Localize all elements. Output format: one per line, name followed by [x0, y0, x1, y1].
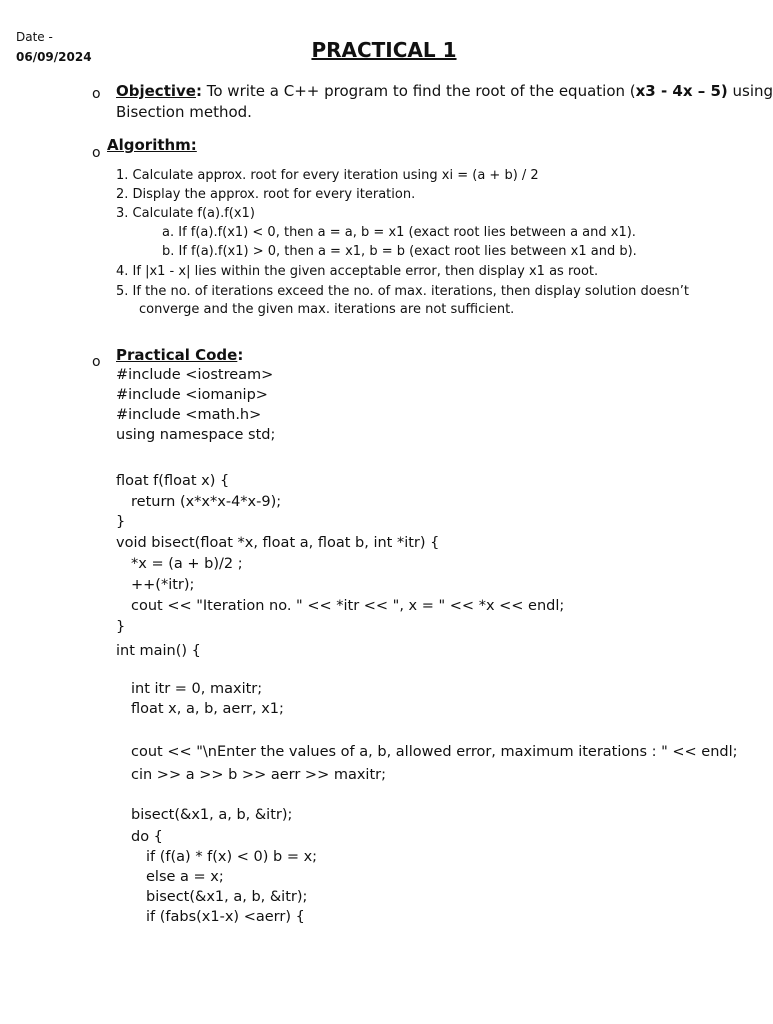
code-line: float x, a, b, aerr, x1;	[131, 701, 284, 717]
code-line: float f(float x) {	[116, 473, 230, 489]
code-heading-line	[116, 346, 243, 364]
objective-line-2: Bisection method.	[116, 103, 252, 121]
algorithm-step-2: 2. Display the approx. root for every iteration.	[116, 187, 416, 202]
objective-text-after: using	[727, 82, 773, 100]
code-line: #include <iomanip>	[116, 387, 268, 403]
objective-colon: :	[195, 82, 202, 100]
code-line: void bisect(float *x, float a, float b, int *itr) {	[116, 535, 440, 551]
code-line: #include <math.h>	[116, 407, 262, 423]
code-line: cout << "\nEnter the values of a, b, allowed error, maximum iterations : " << endl;	[131, 744, 738, 760]
code-line: if (f(a) * f(x) < 0) b = x;	[146, 849, 318, 865]
code-heading: Practical Code	[116, 346, 238, 364]
algorithm-step-3: 3. Calculate f(a).f(x1)	[116, 206, 255, 221]
algorithm-step-3a: a. If f(a).f(x1) < 0, then a = a, b = x1 (exact root lies between a and x1).	[162, 225, 636, 240]
code-line: ++(*itr);	[131, 577, 195, 593]
algorithm-bullet: o	[92, 145, 101, 161]
objective-heading: Objective	[116, 82, 196, 100]
code-bullet: o	[92, 354, 101, 370]
objective-equation: x3 - 4x – 5)	[635, 82, 728, 100]
code-line: cout << "Iteration no. " << *itr << ", x = " << *x << endl;	[131, 598, 565, 614]
objective-line-1	[116, 82, 773, 100]
algorithm-step-3b: b. If f(a).f(x1) > 0, then a = x1, b = b (exact root lies between x1 and b).	[162, 244, 637, 259]
code-line: bisect(&x1, a, b, &itr);	[131, 807, 293, 823]
code-line: else a = x;	[146, 869, 224, 885]
code-heading-colon: :	[237, 346, 244, 364]
code-line: cin >> a >> b >> aerr >> maxitr;	[131, 767, 386, 783]
code-line: int itr = 0, maxitr;	[131, 681, 263, 697]
objective-text: To write a C++ program to find the root of the equation (	[201, 82, 636, 100]
date-value: 06/09/2024	[16, 50, 92, 64]
algorithm-step-1: 1. Calculate approx. root for every iteration using xi = (a + b) / 2	[116, 168, 539, 183]
code-line: }	[116, 619, 126, 635]
code-line: if (fabs(x1-x) <aerr) {	[146, 909, 305, 925]
date-label: Date -	[16, 30, 53, 44]
objective-bullet: o	[92, 86, 101, 102]
code-line: using namespace std;	[116, 427, 276, 443]
code-line: do {	[131, 829, 163, 845]
code-line: int main() {	[116, 643, 201, 659]
code-line: }	[116, 514, 126, 530]
page-title: PRACTICAL 1	[311, 38, 457, 62]
algorithm-step-4: 4. If |x1 - x| lies within the given acceptable error, then display x1 as root.	[116, 264, 599, 279]
code-line: *x = (a + b)/2 ;	[131, 556, 243, 572]
code-line: #include <iostream>	[116, 367, 274, 383]
algorithm-step-5: 5. If the no. of iterations exceed the no. of max. iterations, then display solution doesn’t	[116, 284, 689, 299]
algorithm-step-5-cont: converge and the given max. iterations are not sufficient.	[139, 302, 515, 317]
code-line: return (x*x*x-4*x-9);	[131, 494, 282, 510]
code-line: bisect(&x1, a, b, &itr);	[146, 889, 308, 905]
algorithm-heading: Algorithm:	[107, 136, 197, 154]
